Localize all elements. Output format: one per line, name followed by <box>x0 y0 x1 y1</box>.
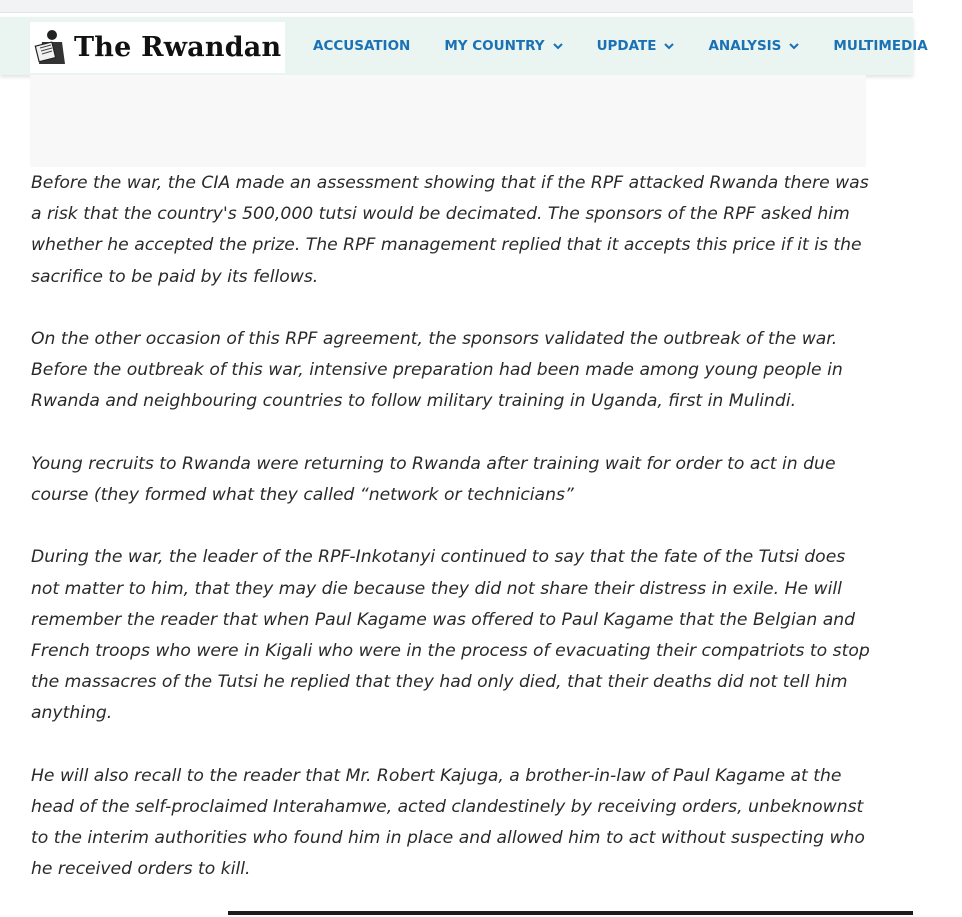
site-logo-text: The Rwandan <box>74 32 282 63</box>
nav-item-analysis[interactable] <box>708 38 799 54</box>
nav-item-label: ANALYSIS <box>708 38 782 54</box>
chevron-down-icon <box>789 42 799 50</box>
ad-placeholder <box>30 75 866 167</box>
article-paragraph: Young recruits to Rwanda were returning to Rwanda after training wait for order to act in due course (they formed what they called “network or technicians” <box>31 453 836 505</box>
article-paragraph: He will also recall to the reader that Mr. Robert Kajuga, a brother-in-law of Paul Kagame at the head of the self-proclaimed Interahamwe, acted clandestinely by receiving orders, unbeknownst to the interim authorities who found him in place and allowed him to act without suspecting who he received orders to kill. <box>31 765 865 880</box>
newspaper-reader-icon <box>34 28 70 68</box>
site-logo[interactable] <box>30 22 285 73</box>
article-paragraph: Before the war, the CIA made an assessment showing that if the RPF attacked Rwanda there was a risk that the country's 500,000 tutsi would be decimated. The sponsors of the RPF asked him whether he accepted the prize. The RPF management replied that it accepts this price if it is the sacrifice to be paid by its fellows. <box>31 173 869 287</box>
nav-item-my-country[interactable] <box>444 38 562 54</box>
chevron-down-icon <box>553 42 563 50</box>
article-body <box>31 168 871 917</box>
nav-item-label: MULTIMEDIA <box>833 38 928 54</box>
article-paragraph: On the other occasion of this RPF agreement, the sponsors validated the outbreak of the war. Before the outbreak of this war, intensive preparation had been made among young people in Rwanda and neighbouring countries to follow military training in Uganda, first in Mulindi. <box>31 329 843 412</box>
site-header <box>0 17 928 75</box>
bottom-scrollbar[interactable] <box>228 911 913 915</box>
nav-item-accusation[interactable] <box>313 38 410 54</box>
article-paragraph: During the war, the leader of the RPF-Inkotanyi continued to say that the fate of the Tutsi does not matter to him, that they may die because they did not share their distress in exile. He will remember the reader that when Paul Kagame was offered to Paul Kagame that the Belgian and French troops who were in Kigali who were in the process of evacuating their compatriots to stop the massacres of the Tutsi he replied that they had only died, that their deaths did not tell him anything. <box>31 547 870 724</box>
nav-item-update[interactable] <box>597 38 675 54</box>
main-nav <box>313 17 962 75</box>
browser-top-strip <box>0 0 913 13</box>
nav-item-label: MY COUNTRY <box>444 38 545 54</box>
nav-item-multimedia[interactable] <box>833 38 927 54</box>
chevron-down-icon <box>664 42 674 50</box>
nav-item-label: ACCUSATION <box>313 38 411 54</box>
nav-item-label: UPDATE <box>596 38 657 54</box>
